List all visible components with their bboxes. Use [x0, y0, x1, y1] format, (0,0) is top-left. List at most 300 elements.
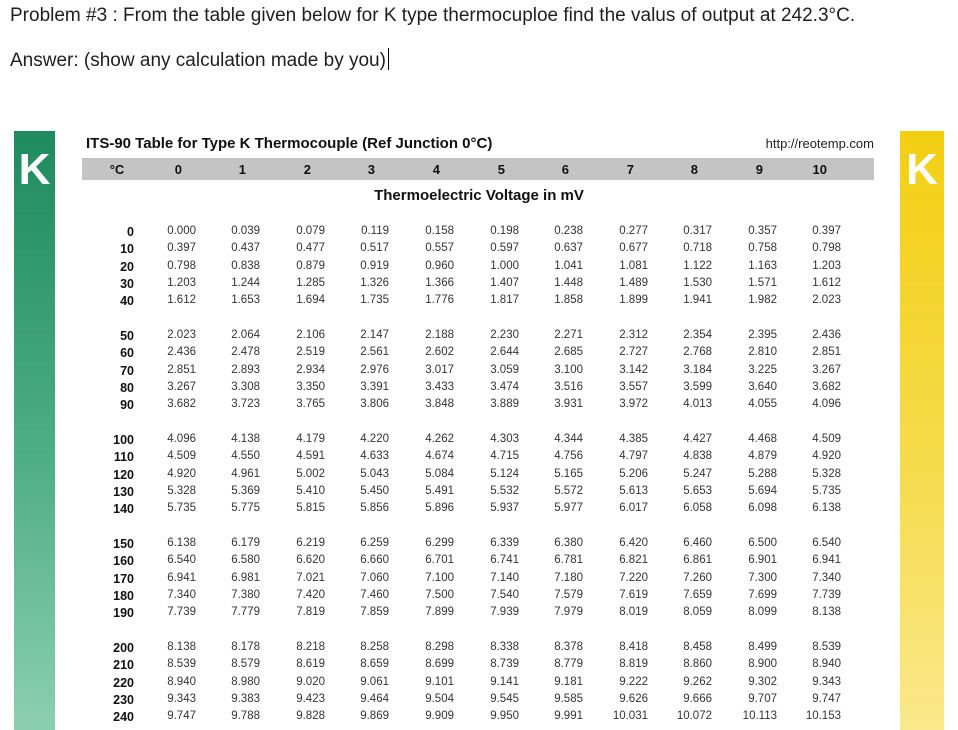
table-row: [14, 433, 944, 450]
voltage-cell: 7.021: [296, 571, 325, 584]
column-header: 8: [690, 162, 698, 177]
answer-prompt: Answer: (show any calculation made by you): [10, 50, 386, 71]
voltage-cell: 3.142: [619, 363, 648, 376]
voltage-cell: 4.550: [231, 450, 260, 463]
voltage-cell: 2.810: [748, 346, 777, 359]
voltage-cell: 1.041: [554, 259, 583, 272]
voltage-cell: 7.619: [619, 588, 648, 601]
table-subtitle: Thermoelectric Voltage in mV: [374, 187, 584, 204]
voltage-cell: 9.828: [296, 710, 325, 723]
voltage-cell: 8.980: [231, 675, 260, 688]
voltage-cell: 6.460: [683, 537, 712, 549]
voltage-cell: 3.889: [490, 398, 519, 411]
row-temperature-label: 150: [113, 537, 134, 551]
voltage-cell: 4.468: [748, 433, 777, 445]
voltage-cell: 2.644: [490, 346, 519, 359]
voltage-cell: 3.640: [748, 380, 777, 393]
voltage-cell: 7.500: [425, 588, 454, 601]
voltage-cell: 3.267: [812, 363, 841, 376]
voltage-cell: 0.477: [296, 242, 325, 255]
voltage-cell: 1.407: [490, 276, 519, 289]
voltage-cell: 1.366: [425, 276, 454, 289]
voltage-cell: 4.179: [296, 433, 325, 445]
voltage-cell: 9.626: [619, 692, 648, 705]
voltage-cell: 7.739: [812, 588, 841, 601]
table-row: [14, 658, 944, 675]
voltage-cell: 6.981: [231, 571, 260, 584]
table-row: [14, 676, 944, 693]
voltage-cell: 5.613: [619, 484, 648, 497]
table-row: [14, 329, 944, 346]
voltage-cell: 1.653: [231, 294, 260, 307]
voltage-cell: 3.474: [490, 380, 519, 393]
voltage-cell: 1.612: [812, 276, 841, 289]
row-temperature-label: 0: [127, 225, 134, 239]
row-temperature-label: 40: [120, 294, 134, 309]
voltage-cell: 2.106: [296, 329, 325, 341]
voltage-cell: 8.539: [812, 641, 841, 653]
table-row: [14, 537, 944, 554]
voltage-cell: 1.448: [554, 276, 583, 289]
voltage-cell: 6.017: [619, 502, 648, 515]
voltage-cell: 2.602: [425, 346, 454, 359]
voltage-cell: 3.184: [683, 363, 712, 376]
voltage-cell: 6.741: [490, 554, 519, 567]
voltage-cell: 5.206: [619, 467, 648, 480]
voltage-cell: 9.545: [490, 692, 519, 705]
voltage-cell: 6.941: [167, 571, 196, 584]
thermocouple-table-image: [14, 131, 944, 730]
voltage-cell: 8.178: [231, 641, 260, 653]
voltage-cell: 9.747: [167, 710, 196, 723]
voltage-cell: 2.685: [554, 346, 583, 359]
voltage-cell: 7.460: [360, 588, 389, 601]
voltage-cell: 6.580: [231, 554, 260, 567]
voltage-cell: 8.099: [748, 606, 777, 619]
column-header: 1: [238, 162, 246, 177]
row-temperature-label: 130: [113, 484, 134, 499]
voltage-cell: 4.096: [812, 398, 841, 411]
voltage-cell: 0.238: [554, 225, 583, 237]
voltage-cell: 9.747: [812, 692, 841, 705]
voltage-cell: 8.458: [683, 641, 712, 653]
voltage-cell: 9.869: [360, 710, 389, 723]
column-header: 4: [432, 162, 440, 177]
voltage-cell: 4.344: [554, 433, 583, 445]
column-header: 7: [626, 162, 634, 177]
voltage-cell: 9.262: [683, 675, 712, 688]
voltage-cell: 8.378: [554, 641, 583, 653]
voltage-cell: 8.298: [425, 641, 454, 653]
voltage-cell: 8.138: [167, 641, 196, 653]
voltage-cell: 8.659: [360, 658, 389, 671]
voltage-cell: 8.739: [490, 658, 519, 671]
right-k-badge: K: [906, 145, 938, 194]
voltage-cell: 0.198: [490, 225, 519, 237]
voltage-cell: 0.960: [425, 259, 454, 272]
voltage-cell: 6.098: [748, 502, 777, 515]
voltage-cell: 5.165: [554, 467, 583, 480]
problem-statement: Problem #3 : From the table given below for K type thermocuploe find the valus of output at 242.3°C.: [10, 5, 856, 26]
row-temperature-label: 70: [120, 363, 134, 378]
voltage-cell: 5.328: [812, 467, 841, 480]
voltage-cell: 1.982: [748, 294, 777, 307]
voltage-cell: 6.179: [231, 537, 260, 549]
voltage-cell: 3.225: [748, 363, 777, 376]
voltage-cell: 1.899: [619, 294, 648, 307]
column-header: 6: [561, 162, 569, 177]
voltage-cell: 2.561: [360, 346, 389, 359]
voltage-cell: 7.260: [683, 571, 712, 584]
row-temperature-label: 180: [113, 588, 134, 603]
voltage-cell: 8.579: [231, 658, 260, 671]
voltage-cell: 7.340: [167, 588, 196, 601]
voltage-cell: 1.244: [231, 276, 260, 289]
voltage-cell: 4.385: [619, 433, 648, 445]
voltage-cell: 1.530: [683, 276, 712, 289]
voltage-cell: 8.940: [812, 658, 841, 671]
voltage-cell: 4.591: [296, 450, 325, 463]
voltage-cell: 7.380: [231, 588, 260, 601]
voltage-cell: 4.303: [490, 433, 519, 445]
voltage-cell: 3.100: [554, 363, 583, 376]
voltage-cell: 0.119: [361, 225, 389, 237]
voltage-cell: 2.768: [683, 346, 712, 359]
voltage-cell: 0.317: [683, 225, 712, 237]
voltage-cell: 7.659: [683, 588, 712, 601]
voltage-cell: 3.682: [812, 380, 841, 393]
voltage-cell: 0.039: [231, 225, 260, 237]
voltage-cell: 5.653: [683, 484, 712, 497]
voltage-cell: 0.798: [812, 242, 841, 255]
column-header: 2: [303, 162, 311, 177]
voltage-cell: 1.612: [167, 294, 196, 307]
column-header: 10: [812, 162, 827, 177]
voltage-cell: 1.571: [748, 276, 777, 289]
row-temperature-label: 20: [120, 259, 134, 274]
voltage-cell: 1.203: [167, 276, 196, 289]
voltage-cell: 5.410: [296, 484, 325, 497]
voltage-cell: 4.920: [167, 467, 196, 480]
voltage-cell: 0.357: [748, 225, 777, 237]
voltage-cell: 7.739: [167, 606, 196, 619]
voltage-cell: 9.423: [296, 692, 325, 705]
voltage-cell: 0.437: [231, 242, 260, 255]
voltage-cell: 1.489: [619, 276, 648, 289]
voltage-cell: 2.893: [231, 363, 260, 376]
voltage-cell: 7.340: [812, 571, 841, 584]
voltage-cell: 4.509: [812, 433, 841, 445]
voltage-cell: 8.539: [167, 658, 196, 671]
voltage-cell: 9.181: [554, 675, 583, 688]
voltage-cell: 5.856: [360, 502, 389, 515]
voltage-cell: 6.901: [748, 554, 777, 567]
row-temperature-label: 30: [120, 276, 134, 291]
voltage-cell: 6.420: [619, 537, 648, 549]
voltage-cell: 5.328: [167, 484, 196, 497]
voltage-cell: 5.815: [296, 502, 325, 515]
row-temperature-label: 210: [113, 658, 134, 673]
voltage-cell: 6.339: [490, 537, 519, 549]
voltage-cell: 8.218: [296, 641, 325, 653]
voltage-cell: 2.354: [683, 329, 712, 341]
voltage-cell: 1.285: [296, 276, 325, 289]
voltage-cell: 5.977: [554, 502, 583, 515]
source-url: http://reotemp.com: [765, 136, 874, 151]
voltage-cell: 3.682: [167, 398, 196, 411]
voltage-cell: 4.262: [425, 433, 454, 445]
voltage-cell: 0.677: [619, 242, 648, 255]
voltage-cell: 9.383: [231, 692, 260, 705]
voltage-cell: 5.735: [167, 502, 196, 515]
voltage-cell: 2.519: [296, 346, 325, 359]
table-row: [14, 364, 944, 381]
voltage-cell: 9.101: [425, 675, 454, 688]
voltage-cell: 8.860: [683, 658, 712, 671]
voltage-cell: 1.203: [812, 259, 841, 272]
column-header: 0: [174, 162, 182, 177]
voltage-cell: 7.819: [296, 606, 325, 619]
voltage-cell: 6.259: [360, 537, 389, 549]
column-header: 3: [367, 162, 375, 177]
voltage-cell: 4.427: [683, 433, 712, 445]
voltage-cell: 7.420: [296, 588, 325, 601]
voltage-cell: 7.180: [554, 571, 583, 584]
table-row: [14, 589, 944, 606]
voltage-cell: 6.219: [296, 537, 325, 549]
voltage-cell: 8.900: [748, 658, 777, 671]
voltage-cell: 5.694: [748, 484, 777, 497]
row-temperature-label: 200: [113, 641, 134, 655]
voltage-cell: 10.031: [612, 710, 648, 723]
voltage-cell: 0.838: [231, 259, 260, 272]
voltage-cell: 6.781: [554, 554, 583, 567]
voltage-cell: 3.557: [619, 380, 648, 393]
voltage-cell: 1.163: [748, 259, 777, 272]
voltage-cell: 7.540: [490, 588, 519, 601]
voltage-cell: 3.433: [425, 380, 454, 393]
table-row: [14, 381, 944, 398]
voltage-cell: 8.418: [619, 641, 648, 653]
voltage-cell: 7.100: [425, 571, 454, 584]
row-temperature-label: 160: [113, 554, 134, 569]
voltage-cell: 2.851: [812, 346, 841, 359]
voltage-cell: 2.023: [812, 294, 841, 307]
voltage-cell: 5.896: [425, 502, 454, 515]
voltage-cell: 7.300: [748, 571, 777, 584]
voltage-cell: 8.499: [748, 641, 777, 653]
row-temperature-label: 10: [120, 242, 134, 257]
table-row: [14, 554, 944, 571]
table-row: [14, 641, 944, 658]
voltage-cell: 7.140: [490, 571, 519, 584]
voltage-cell: 6.620: [296, 554, 325, 567]
voltage-cell: 10.153: [805, 710, 841, 723]
voltage-cell: 9.302: [748, 675, 777, 688]
voltage-cell: 5.572: [554, 484, 583, 497]
voltage-cell: 9.464: [360, 692, 389, 705]
voltage-cell: 8.940: [167, 675, 196, 688]
voltage-cell: 0.758: [748, 242, 777, 255]
voltage-cell: 3.308: [231, 380, 260, 393]
voltage-cell: 0.879: [296, 259, 325, 272]
voltage-cell: 9.707: [748, 692, 777, 705]
voltage-cell: 2.436: [167, 346, 196, 359]
voltage-cell: 7.060: [360, 571, 389, 584]
voltage-cell: 9.950: [490, 710, 519, 723]
voltage-cell: 1.776: [425, 294, 454, 307]
voltage-cell: 2.851: [167, 363, 196, 376]
voltage-cell: 5.775: [231, 502, 260, 515]
row-temperature-label: 80: [120, 380, 134, 395]
voltage-cell: 5.043: [360, 467, 389, 480]
voltage-cell: 9.343: [167, 692, 196, 705]
voltage-cell: 8.059: [683, 606, 712, 619]
voltage-cell: 2.312: [619, 329, 648, 341]
voltage-cell: 0.397: [812, 225, 841, 237]
voltage-cell: 0.919: [360, 259, 389, 272]
table-row: [14, 294, 944, 311]
row-temperature-label: 170: [113, 571, 134, 586]
table-row: [14, 606, 944, 623]
voltage-cell: 6.540: [812, 537, 841, 549]
voltage-cell: 6.861: [683, 554, 712, 567]
table-row: [14, 346, 944, 363]
voltage-cell: 2.188: [425, 329, 454, 341]
voltage-cell: 1.941: [683, 294, 712, 307]
table-row: [14, 468, 944, 485]
voltage-cell: 0.718: [683, 242, 712, 255]
voltage-cell: 4.509: [167, 450, 196, 463]
table-row: [14, 572, 944, 589]
row-temperature-label: 240: [113, 710, 134, 725]
voltage-cell: 0.557: [425, 242, 454, 255]
voltage-cell: 1.081: [619, 259, 648, 272]
table-row: [14, 710, 944, 727]
column-header: 9: [755, 162, 763, 177]
table-row: [14, 242, 944, 259]
voltage-cell: 5.450: [360, 484, 389, 497]
voltage-cell: 2.023: [167, 329, 196, 341]
voltage-cell: 6.299: [425, 537, 454, 549]
voltage-cell: 4.674: [425, 450, 454, 463]
table-row: [14, 502, 944, 519]
table-row: [14, 277, 944, 294]
voltage-cell: 7.699: [748, 588, 777, 601]
voltage-cell: 5.532: [490, 484, 519, 497]
voltage-cell: 9.585: [554, 692, 583, 705]
voltage-cell: 4.096: [167, 433, 196, 445]
voltage-cell: 3.806: [360, 398, 389, 411]
voltage-cell: 0.000: [167, 225, 196, 237]
voltage-cell: 9.222: [619, 675, 648, 688]
row-temperature-label: 100: [113, 433, 134, 447]
voltage-cell: 6.138: [812, 502, 841, 515]
voltage-cell: 4.220: [360, 433, 389, 445]
voltage-cell: 3.848: [425, 398, 454, 411]
voltage-cell: 5.937: [490, 502, 519, 515]
voltage-cell: 3.931: [554, 398, 583, 411]
voltage-cell: 7.779: [231, 606, 260, 619]
voltage-cell: 9.909: [425, 710, 454, 723]
voltage-cell: 2.230: [490, 329, 519, 341]
voltage-cell: 0.277: [619, 225, 648, 237]
voltage-cell: 2.727: [619, 346, 648, 359]
voltage-cell: 4.013: [683, 398, 712, 411]
voltage-cell: 6.941: [812, 554, 841, 567]
voltage-cell: 6.138: [167, 537, 196, 549]
voltage-cell: 4.633: [360, 450, 389, 463]
voltage-cell: 7.979: [554, 606, 583, 619]
voltage-cell: 1.735: [360, 294, 389, 307]
voltage-cell: 6.500: [748, 537, 777, 549]
row-temperature-label: 110: [113, 450, 134, 465]
voltage-cell: 3.391: [360, 380, 389, 393]
table-title: ITS-90 Table for Type K Thermocouple (Ref Junction 0°C): [86, 135, 493, 152]
voltage-cell: 0.637: [554, 242, 583, 255]
row-temperature-label: 60: [120, 346, 134, 361]
row-temperature-label: 120: [113, 467, 134, 482]
voltage-cell: 9.666: [683, 692, 712, 705]
table-row: [14, 225, 944, 242]
voltage-cell: 2.064: [231, 329, 260, 341]
voltage-cell: 3.972: [619, 398, 648, 411]
voltage-cell: 3.765: [296, 398, 325, 411]
voltage-cell: 5.288: [748, 467, 777, 480]
voltage-cell: 4.961: [231, 467, 260, 480]
voltage-cell: 3.059: [490, 363, 519, 376]
answer-line[interactable]: [10, 48, 389, 72]
table-row: [14, 398, 944, 415]
voltage-cell: 5.084: [425, 467, 454, 480]
row-temperature-label: 140: [113, 502, 134, 517]
voltage-cell: 3.267: [167, 380, 196, 393]
voltage-cell: 1.122: [683, 259, 712, 272]
voltage-cell: 9.788: [231, 710, 260, 723]
table-row: [14, 450, 944, 467]
voltage-cell: 7.859: [360, 606, 389, 619]
voltage-cell: 6.380: [554, 537, 583, 549]
voltage-cell: 4.797: [619, 450, 648, 463]
voltage-cell: 1.000: [490, 259, 519, 272]
voltage-cell: 6.660: [360, 554, 389, 567]
voltage-cell: 7.220: [619, 571, 648, 584]
voltage-cell: 9.991: [554, 710, 583, 723]
voltage-cell: 2.395: [748, 329, 777, 341]
voltage-cell: 8.819: [619, 658, 648, 671]
voltage-cell: 6.058: [683, 502, 712, 515]
table-row: [14, 693, 944, 710]
left-k-badge: K: [18, 145, 51, 194]
voltage-cell: 2.147: [360, 329, 389, 341]
voltage-cell: 1.858: [554, 294, 583, 307]
voltage-cell: 0.397: [167, 242, 196, 255]
voltage-cell: 3.350: [296, 380, 325, 393]
voltage-cell: 9.061: [360, 675, 389, 688]
voltage-cell: 4.055: [748, 398, 777, 411]
voltage-cell: 6.540: [167, 554, 196, 567]
voltage-cell: 0.158: [425, 225, 454, 237]
voltage-cell: 5.491: [425, 484, 454, 497]
voltage-cell: 7.899: [425, 606, 454, 619]
voltage-cell: 4.715: [490, 450, 519, 463]
voltage-cell: 5.002: [296, 467, 325, 480]
voltage-cell: 7.939: [490, 606, 519, 619]
voltage-cell: 8.138: [812, 606, 841, 619]
voltage-cell: 5.369: [231, 484, 260, 497]
voltage-cell: 1.817: [490, 294, 519, 307]
voltage-cell: 5.124: [490, 467, 519, 480]
